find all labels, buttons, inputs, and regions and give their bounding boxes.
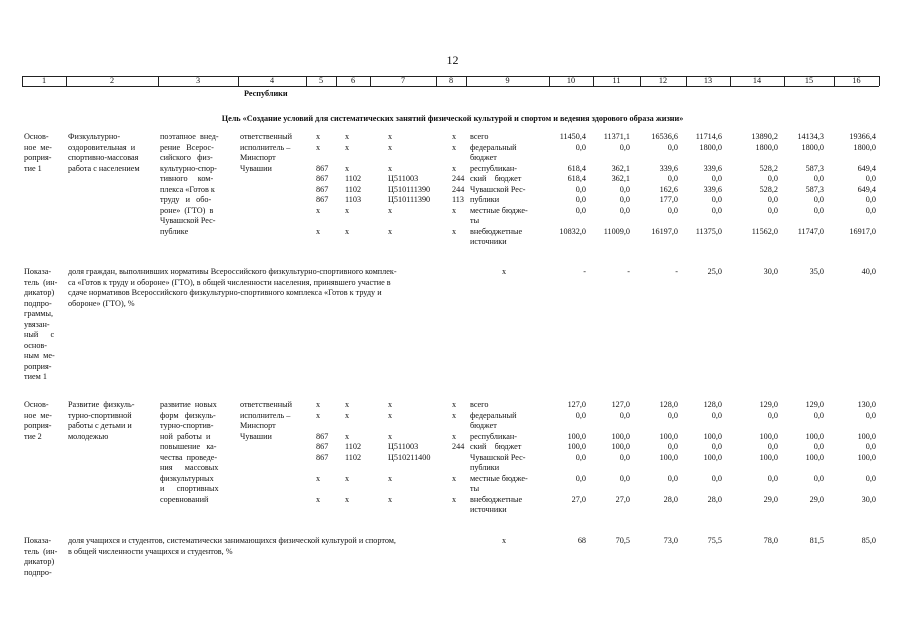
budget-code-rzpr: x bbox=[345, 494, 350, 504]
indicator-value: 85,0 bbox=[861, 536, 876, 545]
funding-value: 362,1 bbox=[611, 174, 630, 183]
funding-value: 0,0 bbox=[865, 473, 876, 483]
indicator-1-text: доля граждан, выполнивших нормативы Всероссийского физкультурно-спортивного комплек- bbox=[68, 267, 397, 276]
funding-value: 130,0 bbox=[857, 400, 876, 409]
indicator-2-text: в общей численности учащихся и студентов, % bbox=[68, 546, 233, 556]
funding-value: 0,0 bbox=[575, 410, 586, 420]
budget-code-vr: x bbox=[452, 400, 457, 409]
budget-code-grbs: 867 bbox=[316, 174, 329, 183]
event-2-label: роприя- bbox=[24, 421, 52, 430]
event-1-description: труду и обо- bbox=[160, 195, 212, 204]
funding-value: 100,0 bbox=[611, 442, 630, 451]
funding-source: внебюджетные bbox=[470, 494, 523, 504]
funding-value: 618,4 bbox=[567, 163, 586, 173]
funding-value: 27,0 bbox=[571, 494, 586, 504]
budget-code-vr: x bbox=[452, 473, 457, 483]
event-2-description: соревнований bbox=[160, 494, 209, 504]
funding-value: 27,0 bbox=[615, 494, 630, 504]
budget-code-vr: 244 bbox=[452, 174, 465, 183]
column-number: 14 bbox=[752, 76, 762, 85]
funding-value: 0,0 bbox=[667, 442, 678, 451]
budget-code-grbs: x bbox=[316, 473, 321, 483]
funding-value: 0,0 bbox=[767, 473, 778, 483]
event-2-executor: исполнитель – bbox=[240, 410, 291, 420]
funding-value: 162,6 bbox=[659, 184, 678, 194]
budget-code-rzpr: x bbox=[345, 431, 350, 441]
event-1-description: культурно-спор- bbox=[160, 163, 217, 173]
indicator-1-label: основ- bbox=[24, 340, 47, 350]
funding-value: 0,0 bbox=[667, 473, 678, 483]
funding-value: 11747,0 bbox=[797, 226, 824, 236]
budget-code-vr: x bbox=[452, 226, 457, 236]
indicator-1-label: граммы, bbox=[24, 309, 53, 318]
indicator-2-label: Показа- bbox=[24, 536, 52, 545]
funding-value: 0,0 bbox=[575, 473, 586, 483]
budget-code-grbs: x bbox=[316, 400, 321, 409]
funding-source: федеральный bbox=[470, 410, 517, 420]
funding-value: 11714,6 bbox=[695, 132, 722, 141]
funding-value: 1800,0 bbox=[755, 142, 778, 152]
event-2-description: ния массовых bbox=[160, 463, 219, 472]
column-number: 16 bbox=[852, 76, 861, 85]
funding-value: 100,0 bbox=[857, 431, 876, 441]
budget-code-csr: x bbox=[388, 226, 393, 236]
indicator-2-label: подпро- bbox=[24, 567, 52, 577]
funding-value: 128,0 bbox=[703, 400, 722, 409]
indicator-value: 75,5 bbox=[707, 536, 722, 545]
funding-source: Чувашской Рес- bbox=[470, 184, 526, 194]
event-1-label: роприя- bbox=[24, 153, 52, 162]
indicator-1-label: Показа- bbox=[24, 267, 52, 276]
column-number: 5 bbox=[318, 76, 324, 85]
budget-code-vr: x bbox=[452, 410, 457, 420]
funding-value: 11371,1 bbox=[603, 132, 630, 141]
indicator-value: - bbox=[627, 267, 630, 276]
republic-header: Республики bbox=[244, 89, 288, 98]
funding-value: 0,0 bbox=[711, 195, 722, 204]
funding-value: 587,3 bbox=[805, 163, 824, 173]
funding-source: ты bbox=[470, 216, 480, 225]
column-number: 9 bbox=[505, 76, 510, 85]
funding-value: 0,0 bbox=[619, 184, 630, 194]
budget-code-rzpr: 1102 bbox=[345, 174, 362, 183]
budget-code-rzpr: 1102 bbox=[345, 184, 362, 194]
budget-code-csr: Ц510111390 bbox=[388, 195, 431, 204]
indicator-value: - bbox=[583, 267, 586, 276]
funding-value: 29,0 bbox=[809, 494, 824, 504]
budget-code-csr: x bbox=[388, 494, 393, 504]
funding-value: 177,0 bbox=[659, 195, 678, 204]
budget-code-vr: x bbox=[452, 132, 457, 141]
event-1-executor: исполнитель – bbox=[240, 142, 291, 152]
funding-value: 0,0 bbox=[711, 410, 722, 420]
funding-value: 128,0 bbox=[659, 400, 678, 409]
event-2-name: турно-спортивной bbox=[68, 410, 132, 420]
budget-code-rzpr: x bbox=[345, 205, 350, 215]
indicator-source: x bbox=[502, 536, 507, 545]
budget-code-grbs: x bbox=[316, 142, 321, 152]
budget-code-rzpr: x bbox=[345, 410, 350, 420]
event-1-description: рение Всерос- bbox=[160, 142, 214, 152]
funding-value: 16536,6 bbox=[651, 132, 678, 141]
funding-value: 0,0 bbox=[767, 195, 778, 204]
event-1-executor: Чувашии bbox=[240, 163, 272, 173]
funding-value: 100,0 bbox=[611, 431, 630, 441]
funding-value: 19366,4 bbox=[849, 132, 876, 141]
funding-source: ский бюджет bbox=[470, 174, 522, 183]
indicator-value: 35,0 bbox=[809, 267, 824, 276]
event-1-name: оздоровительная и bbox=[68, 142, 136, 152]
indicator-value: 73,0 bbox=[663, 536, 678, 545]
event-1-label: ное ме- bbox=[24, 142, 52, 152]
funding-value: 11562,0 bbox=[751, 226, 778, 236]
budget-code-grbs: 867 bbox=[316, 452, 329, 462]
funding-value: 100,0 bbox=[759, 452, 778, 462]
budget-code-csr: x bbox=[388, 431, 393, 441]
event-2-label: тие 2 bbox=[24, 431, 42, 441]
funding-value: 0,0 bbox=[767, 174, 778, 183]
funding-value: 11375,0 bbox=[695, 226, 722, 236]
funding-value: 0,0 bbox=[619, 473, 630, 483]
funding-value: 16917,0 bbox=[849, 226, 876, 236]
event-1-executor: ответственный bbox=[240, 132, 293, 141]
funding-value: 129,0 bbox=[759, 400, 778, 409]
column-number: 13 bbox=[703, 76, 713, 85]
funding-value: 28,0 bbox=[707, 494, 722, 504]
funding-value: 100,0 bbox=[857, 452, 876, 462]
funding-value: 28,0 bbox=[663, 494, 678, 504]
funding-value: 127,0 bbox=[611, 400, 630, 409]
funding-source: внебюджетные bbox=[470, 226, 523, 236]
funding-value: 0,0 bbox=[575, 195, 586, 204]
indicator-1-label: тель (ин- bbox=[24, 277, 58, 287]
funding-value: 0,0 bbox=[619, 452, 630, 462]
funding-value: 339,6 bbox=[659, 163, 678, 173]
event-2-name: молодежью bbox=[68, 431, 109, 441]
event-1-name: работа с населением bbox=[68, 163, 140, 173]
budget-code-csr: x bbox=[388, 410, 393, 420]
column-number: 10 bbox=[566, 76, 576, 85]
funding-value: 0,0 bbox=[813, 205, 824, 215]
budget-code-vr: 244 bbox=[452, 442, 465, 451]
column-number: 4 bbox=[269, 76, 275, 85]
funding-value: 0,0 bbox=[667, 142, 678, 152]
funding-value: 100,0 bbox=[759, 431, 778, 441]
funding-source: источники bbox=[470, 505, 507, 514]
indicator-value: 40,0 bbox=[861, 267, 876, 276]
budget-code-rzpr: 1103 bbox=[345, 195, 362, 204]
funding-value: 0,0 bbox=[865, 442, 876, 451]
funding-source: республикан- bbox=[470, 163, 517, 173]
funding-value: 0,0 bbox=[667, 174, 678, 183]
column-number: 11 bbox=[612, 76, 621, 85]
funding-source: всего bbox=[470, 132, 489, 141]
funding-value: 0,0 bbox=[711, 205, 722, 215]
event-1-description: тивного ком- bbox=[160, 174, 214, 183]
funding-value: 0,0 bbox=[813, 473, 824, 483]
budget-code-vr: x bbox=[452, 431, 457, 441]
page-number: 12 bbox=[446, 53, 459, 67]
event-1-executor: Минспорт bbox=[240, 153, 276, 162]
column-number: 2 bbox=[109, 76, 115, 85]
budget-code-grbs: 867 bbox=[316, 431, 329, 441]
funding-source: местные бюдже- bbox=[470, 205, 528, 215]
funding-source: ский бюджет bbox=[470, 442, 522, 451]
funding-source: республикан- bbox=[470, 431, 517, 441]
budget-code-csr: x bbox=[388, 400, 393, 409]
event-1-description: роне» (ГТО) в bbox=[160, 205, 214, 215]
budget-code-grbs: 867 bbox=[316, 184, 329, 194]
funding-value: 29,0 bbox=[763, 494, 778, 504]
indicator-1-label: дикатор) bbox=[24, 288, 55, 297]
event-1-label: Основ- bbox=[24, 132, 49, 141]
event-2-name: работы с детьми и bbox=[68, 421, 132, 430]
column-number: 15 bbox=[804, 76, 814, 85]
funding-value: 0,0 bbox=[711, 442, 722, 451]
funding-value: 100,0 bbox=[703, 431, 722, 441]
indicator-source: x bbox=[502, 267, 507, 276]
event-2-description: ной работы и bbox=[160, 431, 211, 441]
funding-value: 649,4 bbox=[857, 184, 876, 194]
column-number: 7 bbox=[400, 76, 406, 85]
funding-value: 339,6 bbox=[703, 184, 722, 194]
column-divider bbox=[879, 76, 880, 86]
funding-value: 0,0 bbox=[667, 205, 678, 215]
event-2-description: турно-спортив- bbox=[160, 421, 214, 430]
indicator-1-label: подпро- bbox=[24, 298, 52, 308]
budget-code-vr: x bbox=[452, 494, 457, 504]
funding-source: ты bbox=[470, 484, 480, 493]
budget-code-grbs: x bbox=[316, 132, 321, 141]
event-2-description: форм физкуль- bbox=[160, 410, 216, 420]
indicator-value: 81,5 bbox=[809, 536, 824, 545]
event-1-label: тие 1 bbox=[24, 163, 42, 173]
event-1-description: сийского физ- bbox=[160, 153, 213, 162]
budget-code-grbs: 867 bbox=[316, 163, 329, 173]
funding-source: Чувашской Рес- bbox=[470, 452, 526, 462]
funding-value: 587,3 bbox=[805, 184, 824, 194]
budget-code-csr: x bbox=[388, 473, 393, 483]
budget-code-vr: 113 bbox=[452, 195, 464, 204]
event-1-description: плекса «Готов к bbox=[160, 184, 215, 194]
budget-code-csr: x bbox=[388, 163, 393, 173]
budget-code-csr: x bbox=[388, 205, 393, 215]
budget-code-grbs: 867 bbox=[316, 195, 329, 204]
event-1-description: Чувашской Рес- bbox=[160, 216, 216, 225]
funding-value: 0,0 bbox=[767, 442, 778, 451]
funding-value: 0,0 bbox=[575, 184, 586, 194]
indicator-1-label: ный с bbox=[24, 330, 55, 339]
budget-code-csr: x bbox=[388, 142, 393, 152]
funding-value: 100,0 bbox=[567, 442, 586, 451]
event-2-description: развитие новых bbox=[160, 400, 217, 409]
event-2-description: физкультурных bbox=[160, 473, 214, 483]
funding-value: 13890,2 bbox=[751, 132, 778, 141]
event-2-label: ное ме- bbox=[24, 410, 52, 420]
budget-code-grbs: x bbox=[316, 494, 321, 504]
funding-source: федеральный bbox=[470, 142, 517, 152]
funding-value: 1800,0 bbox=[801, 142, 824, 152]
budget-code-vr: x bbox=[452, 163, 457, 173]
funding-value: 16197,0 bbox=[651, 226, 678, 236]
funding-value: 100,0 bbox=[659, 452, 678, 462]
funding-value: 528,2 bbox=[759, 163, 778, 173]
budget-code-vr: x bbox=[452, 205, 457, 215]
event-1-description: поэтапное внед- bbox=[160, 132, 219, 141]
funding-value: 0,0 bbox=[619, 205, 630, 215]
indicator-2-text: доля учащихся и студентов, систематически занимающихся физической культурой и спортом, bbox=[68, 536, 396, 545]
event-1-name: Физкультурно- bbox=[68, 132, 121, 141]
event-2-name: Развитие физкуль- bbox=[68, 400, 135, 409]
funding-value: 0,0 bbox=[575, 205, 586, 215]
funding-value: 528,2 bbox=[759, 184, 778, 194]
funding-value: 30,0 bbox=[861, 494, 876, 504]
funding-source: всего bbox=[470, 400, 489, 409]
indicator-2-label: тель (ин- bbox=[24, 546, 58, 556]
funding-value: 0,0 bbox=[865, 174, 876, 183]
event-1-description: публике bbox=[160, 226, 189, 236]
budget-code-rzpr: x bbox=[345, 473, 350, 483]
funding-value: 649,4 bbox=[857, 163, 876, 173]
funding-value: 100,0 bbox=[805, 431, 824, 441]
budget-code-csr: Ц511003 bbox=[388, 442, 419, 451]
funding-value: 100,0 bbox=[703, 452, 722, 462]
indicator-1-label: роприя- bbox=[24, 361, 52, 371]
funding-value: 0,0 bbox=[813, 174, 824, 183]
budget-code-grbs: x bbox=[316, 226, 321, 236]
funding-value: 0,0 bbox=[619, 195, 630, 204]
funding-value: 0,0 bbox=[619, 142, 630, 152]
indicator-value: 70,5 bbox=[615, 536, 630, 545]
budget-code-csr: Ц510111390 bbox=[388, 184, 431, 194]
funding-value: 14134,3 bbox=[797, 132, 824, 141]
event-2-executor: ответственный bbox=[240, 400, 293, 409]
funding-value: 1800,0 bbox=[853, 142, 876, 152]
budget-code-rzpr: x bbox=[345, 226, 350, 236]
indicator-1-label: ным ме- bbox=[24, 351, 55, 360]
indicator-1-text: сдаче нормативов Всероссийского физкультурно-спортивного комплекса «Готов к труду и bbox=[68, 288, 382, 297]
table-header-bottom-rule bbox=[22, 86, 879, 87]
event-2-label: Основ- bbox=[24, 400, 49, 409]
funding-value: 0,0 bbox=[619, 410, 630, 420]
budget-code-csr: x bbox=[388, 132, 393, 141]
funding-value: 0,0 bbox=[767, 410, 778, 420]
event-2-description: чества проведе- bbox=[160, 452, 218, 462]
budget-code-vr: x bbox=[452, 142, 457, 152]
funding-value: 0,0 bbox=[865, 410, 876, 420]
budget-code-rzpr: x bbox=[345, 132, 350, 141]
funding-value: 11450,4 bbox=[559, 132, 586, 141]
indicator-value: 30,0 bbox=[763, 267, 778, 276]
funding-source: местные бюдже- bbox=[470, 473, 528, 483]
indicator-value: 25,0 bbox=[707, 267, 722, 276]
indicator-1-text: са «Готов к труду и обороне» (ГТО), в общей численности населения, принявшего участие в bbox=[68, 277, 391, 287]
event-2-description: повышение ка- bbox=[160, 442, 217, 451]
funding-source: бюджет bbox=[470, 153, 497, 162]
funding-source: источники bbox=[470, 237, 507, 246]
funding-value: 0,0 bbox=[813, 442, 824, 451]
funding-value: 100,0 bbox=[567, 431, 586, 441]
indicator-value: 68 bbox=[577, 536, 586, 545]
funding-source: бюджет bbox=[470, 421, 497, 430]
funding-value: 339,6 bbox=[703, 163, 722, 173]
funding-value: 11009,0 bbox=[603, 226, 630, 236]
indicator-2-label: дикатор) bbox=[24, 557, 55, 566]
column-number: 3 bbox=[195, 76, 201, 85]
funding-value: 1800,0 bbox=[699, 142, 722, 152]
event-2-description: и спортивных bbox=[160, 484, 219, 493]
funding-source: публики bbox=[470, 463, 500, 472]
indicator-1-text: обороне» (ГТО), % bbox=[68, 298, 135, 308]
goal-title: Цель «Создание условий для систематических занятий физической культурой и спортом и ведения здорового образа жизни» bbox=[221, 114, 684, 123]
funding-value: 0,0 bbox=[711, 174, 722, 183]
budget-code-rzpr: x bbox=[345, 400, 350, 409]
budget-code-csr: Ц510211400 bbox=[388, 452, 431, 462]
column-number: 6 bbox=[350, 76, 356, 85]
funding-value: 0,0 bbox=[865, 205, 876, 215]
budget-code-vr: 244 bbox=[452, 184, 465, 194]
event-2-executor: Минспорт bbox=[240, 421, 276, 430]
column-number: 1 bbox=[41, 76, 47, 85]
funding-value: 10832,0 bbox=[559, 226, 586, 236]
column-number: 8 bbox=[448, 76, 454, 85]
indicator-value: - bbox=[675, 267, 678, 276]
funding-value: 0,0 bbox=[865, 195, 876, 204]
indicator-value: 78,0 bbox=[763, 536, 778, 545]
budget-code-grbs: 867 bbox=[316, 442, 329, 451]
funding-value: 618,4 bbox=[567, 174, 586, 183]
funding-value: 0,0 bbox=[813, 195, 824, 204]
funding-value: 362,1 bbox=[611, 163, 630, 173]
funding-value: 0,0 bbox=[711, 473, 722, 483]
funding-value: 0,0 bbox=[767, 205, 778, 215]
funding-source: публики bbox=[470, 195, 500, 204]
funding-value: 100,0 bbox=[659, 431, 678, 441]
funding-value: 0,0 bbox=[667, 410, 678, 420]
funding-value: 0,0 bbox=[813, 410, 824, 420]
indicator-1-label: тием 1 bbox=[24, 372, 47, 381]
budget-code-grbs: x bbox=[316, 410, 321, 420]
event-1-name: спортивно-массовая bbox=[68, 153, 139, 162]
budget-code-csr: Ц511003 bbox=[388, 174, 419, 183]
funding-value: 127,0 bbox=[567, 400, 586, 409]
indicator-1-label: увязан- bbox=[24, 319, 50, 329]
funding-value: 129,0 bbox=[805, 400, 824, 409]
funding-value: 100,0 bbox=[805, 452, 824, 462]
budget-code-rzpr: 1102 bbox=[345, 442, 362, 451]
budget-code-grbs: x bbox=[316, 205, 321, 215]
column-number: 12 bbox=[658, 76, 668, 85]
budget-code-rzpr: x bbox=[345, 163, 350, 173]
budget-code-rzpr: x bbox=[345, 142, 350, 152]
funding-value: 0,0 bbox=[575, 142, 586, 152]
funding-value: 0,0 bbox=[575, 452, 586, 462]
budget-code-rzpr: 1102 bbox=[345, 452, 362, 462]
event-2-executor: Чувашии bbox=[240, 431, 272, 441]
